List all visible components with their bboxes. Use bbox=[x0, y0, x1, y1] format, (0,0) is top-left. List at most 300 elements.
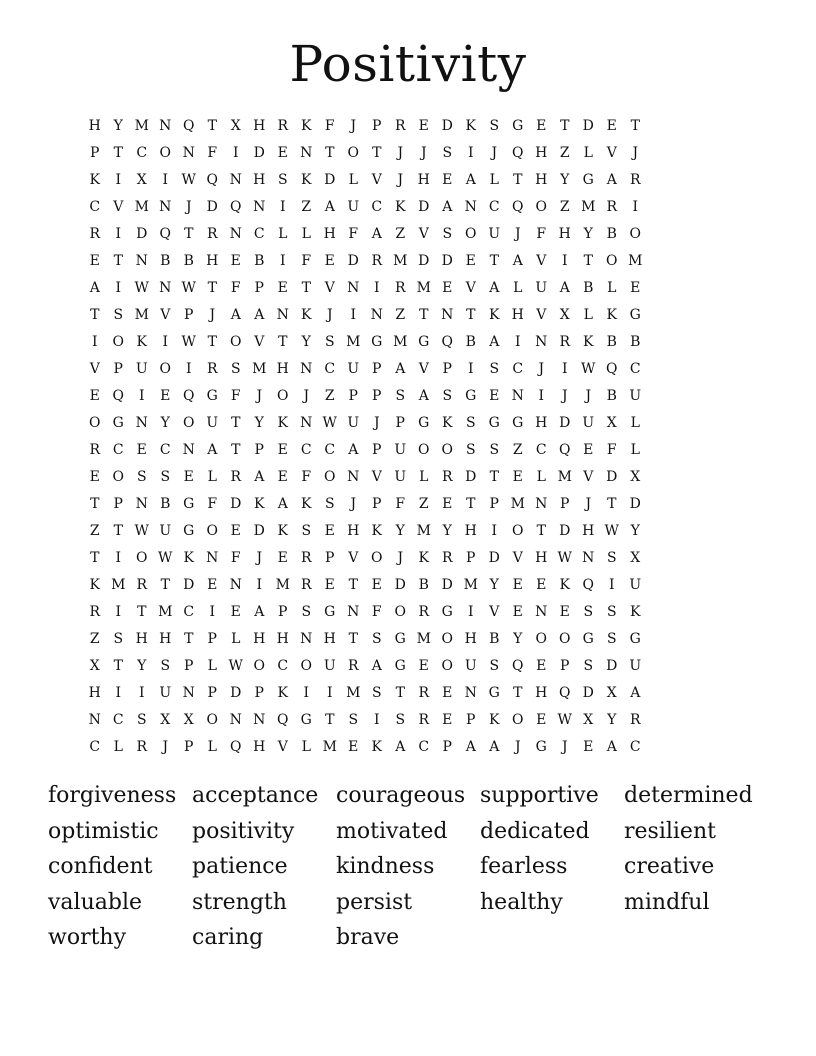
grid-letter[interactable]: H bbox=[253, 739, 266, 755]
grid-letter[interactable]: H bbox=[253, 631, 266, 647]
grid-letter[interactable]: D bbox=[606, 469, 618, 485]
grid-letter[interactable]: N bbox=[135, 415, 148, 431]
grid-letter[interactable]: Y bbox=[137, 658, 147, 674]
grid-letter[interactable]: E bbox=[442, 280, 453, 296]
grid-letter[interactable]: D bbox=[629, 496, 641, 512]
grid-letter[interactable]: B bbox=[583, 280, 594, 296]
grid-letter[interactable]: J bbox=[303, 388, 310, 404]
grid-letter[interactable]: Q bbox=[183, 388, 195, 404]
grid-letter[interactable]: X bbox=[136, 172, 147, 188]
grid-letter[interactable]: H bbox=[253, 118, 266, 134]
grid-letter[interactable]: O bbox=[206, 523, 218, 539]
grid-letter[interactable]: L bbox=[207, 469, 217, 485]
grid-letter[interactable]: P bbox=[348, 388, 358, 404]
grid-letter[interactable]: S bbox=[606, 631, 617, 647]
grid-letter[interactable]: P bbox=[184, 739, 194, 755]
grid-letter[interactable]: V bbox=[254, 334, 265, 350]
grid-letter[interactable]: I bbox=[279, 253, 286, 269]
grid-letter[interactable]: G bbox=[488, 415, 500, 431]
grid-letter[interactable]: D bbox=[253, 145, 265, 161]
grid-letter[interactable]: S bbox=[606, 604, 617, 620]
grid-letter[interactable]: M bbox=[275, 577, 290, 593]
grid-letter[interactable]: E bbox=[442, 685, 453, 701]
grid-letter[interactable]: F bbox=[230, 550, 241, 566]
grid-letter[interactable]: Q bbox=[230, 739, 242, 755]
grid-letter[interactable]: Y bbox=[254, 415, 264, 431]
grid-letter[interactable]: R bbox=[89, 226, 101, 242]
grid-letter[interactable]: L bbox=[489, 172, 499, 188]
grid-letter[interactable]: G bbox=[418, 415, 430, 431]
grid-letter[interactable]: P bbox=[395, 415, 405, 431]
grid-letter[interactable]: Q bbox=[582, 577, 594, 593]
grid-letter[interactable]: E bbox=[512, 604, 523, 620]
grid-letter[interactable]: O bbox=[512, 523, 524, 539]
grid-letter[interactable]: T bbox=[207, 118, 217, 134]
grid-letter[interactable]: X bbox=[630, 550, 641, 566]
grid-letter[interactable]: F bbox=[371, 604, 382, 620]
grid-letter[interactable]: O bbox=[535, 199, 547, 215]
grid-letter[interactable]: I bbox=[185, 361, 192, 377]
grid-letter[interactable]: I bbox=[115, 280, 122, 296]
grid-letter[interactable]: G bbox=[183, 523, 195, 539]
grid-letter[interactable]: G bbox=[582, 631, 594, 647]
grid-letter[interactable]: S bbox=[348, 712, 359, 728]
grid-letter[interactable]: P bbox=[372, 118, 382, 134]
grid-letter[interactable]: Y bbox=[583, 226, 593, 242]
grid-letter[interactable]: J bbox=[326, 307, 333, 323]
grid-letter[interactable]: A bbox=[324, 199, 335, 215]
grid-letter[interactable]: R bbox=[136, 739, 148, 755]
grid-letter[interactable]: N bbox=[441, 307, 454, 323]
grid-letter[interactable]: O bbox=[371, 550, 383, 566]
grid-letter[interactable]: O bbox=[253, 658, 265, 674]
grid-letter[interactable]: T bbox=[207, 334, 217, 350]
grid-letter[interactable]: M bbox=[628, 253, 643, 269]
grid-letter[interactable]: U bbox=[629, 658, 642, 674]
grid-letter[interactable]: T bbox=[278, 334, 288, 350]
grid-letter[interactable]: V bbox=[536, 307, 547, 323]
grid-letter[interactable]: N bbox=[88, 712, 101, 728]
grid-letter[interactable]: K bbox=[489, 307, 500, 323]
grid-letter[interactable]: O bbox=[230, 334, 242, 350]
grid-letter[interactable]: L bbox=[207, 658, 217, 674]
grid-letter[interactable]: U bbox=[394, 442, 407, 458]
grid-letter[interactable]: N bbox=[135, 253, 148, 269]
grid-letter[interactable]: F bbox=[348, 226, 359, 242]
grid-letter[interactable]: A bbox=[254, 307, 265, 323]
grid-letter[interactable]: I bbox=[115, 685, 122, 701]
grid-letter[interactable]: X bbox=[183, 712, 194, 728]
grid-letter[interactable]: J bbox=[561, 739, 568, 755]
grid-letter[interactable]: V bbox=[324, 280, 335, 296]
grid-letter[interactable]: Z bbox=[559, 145, 570, 161]
grid-letter[interactable]: N bbox=[464, 199, 477, 215]
grid-letter[interactable]: W bbox=[557, 550, 572, 566]
grid-letter[interactable]: S bbox=[395, 388, 406, 404]
grid-letter[interactable]: W bbox=[158, 550, 173, 566]
grid-letter[interactable]: M bbox=[158, 604, 173, 620]
grid-letter[interactable]: E bbox=[207, 577, 218, 593]
grid-letter[interactable]: V bbox=[89, 361, 100, 377]
grid-letter[interactable]: E bbox=[183, 469, 194, 485]
grid-letter[interactable]: H bbox=[323, 226, 336, 242]
grid-letter[interactable]: Q bbox=[183, 118, 195, 134]
grid-letter[interactable]: V bbox=[371, 469, 382, 485]
grid-letter[interactable]: U bbox=[629, 577, 642, 593]
grid-letter[interactable]: P bbox=[184, 307, 194, 323]
grid-letter[interactable]: N bbox=[253, 199, 266, 215]
grid-letter[interactable]: K bbox=[418, 550, 429, 566]
grid-letter[interactable]: A bbox=[489, 334, 500, 350]
grid-letter[interactable]: H bbox=[135, 631, 148, 647]
grid-letter[interactable]: T bbox=[231, 415, 241, 431]
grid-letter[interactable]: P bbox=[254, 685, 264, 701]
grid-letter[interactable]: D bbox=[465, 469, 477, 485]
grid-letter[interactable]: G bbox=[300, 712, 312, 728]
grid-letter[interactable]: C bbox=[629, 361, 641, 377]
grid-letter[interactable]: O bbox=[112, 469, 124, 485]
grid-letter[interactable]: K bbox=[559, 577, 570, 593]
grid-letter[interactable]: R bbox=[441, 469, 453, 485]
grid-letter[interactable]: K bbox=[442, 415, 453, 431]
grid-letter[interactable]: C bbox=[89, 199, 101, 215]
grid-letter[interactable]: S bbox=[113, 307, 124, 323]
grid-letter[interactable]: S bbox=[160, 658, 171, 674]
grid-letter[interactable]: O bbox=[89, 415, 101, 431]
grid-letter[interactable]: P bbox=[442, 739, 452, 755]
grid-letter[interactable]: E bbox=[277, 442, 288, 458]
grid-letter[interactable]: L bbox=[348, 172, 358, 188]
grid-letter[interactable]: I bbox=[467, 361, 474, 377]
grid-letter[interactable]: N bbox=[182, 442, 195, 458]
grid-letter[interactable]: S bbox=[324, 334, 335, 350]
grid-letter[interactable]: O bbox=[512, 712, 524, 728]
grid-letter[interactable]: M bbox=[510, 496, 525, 512]
grid-letter[interactable]: E bbox=[230, 253, 241, 269]
grid-letter[interactable]: V bbox=[113, 199, 124, 215]
grid-letter[interactable]: N bbox=[535, 334, 548, 350]
grid-letter[interactable]: I bbox=[373, 280, 380, 296]
grid-letter[interactable]: Q bbox=[512, 658, 524, 674]
grid-letter[interactable]: I bbox=[303, 685, 310, 701]
grid-letter[interactable]: E bbox=[489, 388, 500, 404]
grid-letter[interactable]: E bbox=[442, 712, 453, 728]
grid-letter[interactable]: T bbox=[583, 253, 593, 269]
grid-letter[interactable]: I bbox=[326, 685, 333, 701]
grid-letter[interactable]: Q bbox=[441, 334, 453, 350]
grid-letter[interactable]: N bbox=[159, 199, 172, 215]
grid-letter[interactable]: Q bbox=[512, 145, 524, 161]
grid-letter[interactable]: A bbox=[395, 739, 406, 755]
grid-letter[interactable]: L bbox=[536, 469, 546, 485]
grid-letter[interactable]: M bbox=[393, 253, 408, 269]
grid-letter[interactable]: U bbox=[464, 658, 477, 674]
grid-letter[interactable]: D bbox=[206, 199, 218, 215]
grid-letter[interactable]: R bbox=[418, 685, 430, 701]
grid-letter[interactable]: I bbox=[115, 172, 122, 188]
grid-letter[interactable]: T bbox=[372, 145, 382, 161]
grid-letter[interactable]: N bbox=[229, 226, 242, 242]
grid-letter[interactable]: T bbox=[607, 496, 617, 512]
grid-letter[interactable]: F bbox=[230, 388, 241, 404]
grid-letter[interactable]: R bbox=[300, 577, 312, 593]
grid-letter[interactable]: S bbox=[395, 712, 406, 728]
grid-letter[interactable]: B bbox=[160, 496, 171, 512]
grid-letter[interactable]: O bbox=[112, 334, 124, 350]
grid-letter[interactable]: I bbox=[467, 145, 474, 161]
grid-letter[interactable]: H bbox=[88, 118, 101, 134]
grid-letter[interactable]: K bbox=[301, 172, 312, 188]
grid-letter[interactable]: U bbox=[135, 361, 148, 377]
grid-letter[interactable]: U bbox=[159, 685, 172, 701]
grid-letter[interactable]: S bbox=[371, 631, 382, 647]
grid-letter[interactable]: Y bbox=[607, 712, 617, 728]
grid-letter[interactable]: E bbox=[348, 739, 359, 755]
grid-letter[interactable]: T bbox=[113, 658, 123, 674]
grid-letter[interactable]: L bbox=[113, 739, 123, 755]
grid-letter[interactable]: R bbox=[206, 361, 218, 377]
grid-letter[interactable]: D bbox=[183, 577, 195, 593]
grid-letter[interactable]: N bbox=[535, 604, 548, 620]
grid-letter[interactable]: S bbox=[465, 442, 476, 458]
grid-letter[interactable]: C bbox=[418, 739, 430, 755]
grid-letter[interactable]: J bbox=[561, 388, 568, 404]
grid-letter[interactable]: O bbox=[418, 442, 430, 458]
grid-letter[interactable]: N bbox=[135, 496, 148, 512]
grid-letter[interactable]: C bbox=[112, 712, 124, 728]
grid-letter[interactable]: T bbox=[160, 577, 170, 593]
grid-letter[interactable]: K bbox=[254, 496, 265, 512]
grid-letter[interactable]: V bbox=[160, 307, 171, 323]
grid-letter[interactable]: I bbox=[138, 388, 145, 404]
grid-letter[interactable]: Y bbox=[301, 334, 311, 350]
grid-letter[interactable]: P bbox=[466, 712, 476, 728]
grid-letter[interactable]: A bbox=[489, 739, 500, 755]
grid-letter[interactable]: I bbox=[467, 604, 474, 620]
grid-letter[interactable]: N bbox=[535, 496, 548, 512]
grid-letter[interactable]: R bbox=[230, 469, 242, 485]
grid-letter[interactable]: X bbox=[630, 469, 641, 485]
grid-letter[interactable]: I bbox=[209, 604, 216, 620]
grid-letter[interactable]: S bbox=[442, 145, 453, 161]
grid-letter[interactable]: S bbox=[583, 658, 594, 674]
grid-letter[interactable]: R bbox=[206, 226, 218, 242]
grid-letter[interactable]: K bbox=[277, 685, 288, 701]
grid-letter[interactable]: N bbox=[229, 712, 242, 728]
grid-letter[interactable]: I bbox=[632, 199, 639, 215]
grid-letter[interactable]: T bbox=[466, 496, 476, 512]
grid-letter[interactable]: H bbox=[347, 523, 360, 539]
grid-letter[interactable]: J bbox=[256, 550, 263, 566]
grid-letter[interactable]: O bbox=[300, 658, 312, 674]
grid-letter[interactable]: H bbox=[464, 631, 477, 647]
grid-letter[interactable]: G bbox=[183, 496, 195, 512]
grid-letter[interactable]: G bbox=[371, 334, 383, 350]
grid-letter[interactable]: R bbox=[559, 334, 571, 350]
grid-letter[interactable]: Y bbox=[489, 577, 499, 593]
grid-letter[interactable]: W bbox=[134, 280, 149, 296]
grid-letter[interactable]: E bbox=[89, 388, 100, 404]
grid-letter[interactable]: M bbox=[346, 334, 361, 350]
grid-letter[interactable]: X bbox=[606, 685, 617, 701]
grid-letter[interactable]: E bbox=[324, 523, 335, 539]
grid-letter[interactable]: C bbox=[277, 658, 289, 674]
grid-letter[interactable]: N bbox=[300, 145, 313, 161]
grid-letter[interactable]: N bbox=[300, 631, 313, 647]
grid-letter[interactable]: P bbox=[560, 658, 570, 674]
grid-letter[interactable]: Z bbox=[418, 496, 429, 512]
grid-letter[interactable]: J bbox=[514, 226, 521, 242]
grid-letter[interactable]: D bbox=[394, 577, 406, 593]
grid-letter[interactable]: J bbox=[373, 415, 380, 431]
grid-letter[interactable]: W bbox=[181, 334, 196, 350]
grid-letter[interactable]: L bbox=[278, 226, 288, 242]
grid-letter[interactable]: L bbox=[583, 145, 593, 161]
grid-letter[interactable]: V bbox=[512, 550, 523, 566]
grid-letter[interactable]: W bbox=[134, 523, 149, 539]
grid-letter[interactable]: Y bbox=[560, 172, 570, 188]
grid-letter[interactable]: I bbox=[561, 253, 568, 269]
grid-letter[interactable]: B bbox=[254, 253, 265, 269]
grid-letter[interactable]: J bbox=[397, 145, 404, 161]
grid-letter[interactable]: T bbox=[466, 307, 476, 323]
grid-letter[interactable]: T bbox=[536, 523, 546, 539]
grid-letter[interactable]: K bbox=[371, 523, 382, 539]
grid-letter[interactable]: S bbox=[301, 523, 312, 539]
grid-letter[interactable]: N bbox=[276, 307, 289, 323]
grid-letter[interactable]: N bbox=[159, 280, 172, 296]
grid-letter[interactable]: J bbox=[585, 496, 592, 512]
grid-letter[interactable]: U bbox=[159, 523, 172, 539]
grid-letter[interactable]: E bbox=[371, 577, 382, 593]
grid-letter[interactable]: E bbox=[324, 577, 335, 593]
grid-letter[interactable]: Q bbox=[159, 226, 171, 242]
grid-letter[interactable]: K bbox=[89, 172, 100, 188]
grid-letter[interactable]: S bbox=[583, 604, 594, 620]
grid-letter[interactable]: T bbox=[489, 253, 499, 269]
grid-letter[interactable]: M bbox=[134, 307, 149, 323]
grid-letter[interactable]: M bbox=[134, 118, 149, 134]
grid-letter[interactable]: O bbox=[159, 361, 171, 377]
grid-letter[interactable]: M bbox=[581, 199, 596, 215]
grid-letter[interactable]: P bbox=[254, 442, 264, 458]
grid-letter[interactable]: E bbox=[230, 523, 241, 539]
grid-letter[interactable]: C bbox=[253, 226, 265, 242]
grid-letter[interactable]: C bbox=[324, 361, 336, 377]
grid-letter[interactable]: O bbox=[206, 712, 218, 728]
grid-letter[interactable]: D bbox=[606, 658, 618, 674]
grid-letter[interactable]: C bbox=[629, 739, 641, 755]
grid-letter[interactable]: N bbox=[182, 145, 195, 161]
grid-letter[interactable]: V bbox=[536, 253, 547, 269]
grid-letter[interactable]: B bbox=[630, 334, 641, 350]
grid-letter[interactable]: T bbox=[301, 280, 311, 296]
grid-letter[interactable]: G bbox=[418, 334, 430, 350]
grid-letter[interactable]: F bbox=[207, 496, 218, 512]
grid-letter[interactable]: X bbox=[559, 307, 570, 323]
grid-letter[interactable]: G bbox=[512, 118, 524, 134]
grid-letter[interactable]: P bbox=[113, 496, 123, 512]
grid-letter[interactable]: B bbox=[183, 253, 194, 269]
grid-letter[interactable]: E bbox=[536, 712, 547, 728]
grid-letter[interactable]: C bbox=[512, 361, 524, 377]
grid-letter[interactable]: M bbox=[346, 685, 361, 701]
grid-letter[interactable]: T bbox=[325, 712, 335, 728]
grid-letter[interactable]: B bbox=[606, 388, 617, 404]
grid-letter[interactable]: H bbox=[511, 307, 524, 323]
grid-letter[interactable]: P bbox=[278, 604, 288, 620]
grid-letter[interactable]: P bbox=[372, 442, 382, 458]
grid-letter[interactable]: I bbox=[538, 388, 545, 404]
grid-letter[interactable]: P bbox=[372, 388, 382, 404]
grid-letter[interactable]: W bbox=[581, 361, 596, 377]
grid-letter[interactable]: P bbox=[325, 550, 335, 566]
grid-letter[interactable]: G bbox=[441, 604, 453, 620]
grid-letter[interactable]: J bbox=[491, 145, 498, 161]
grid-letter[interactable]: I bbox=[561, 361, 568, 377]
grid-letter[interactable]: F bbox=[395, 496, 406, 512]
grid-letter[interactable]: T bbox=[184, 631, 194, 647]
grid-letter[interactable]: A bbox=[395, 361, 406, 377]
grid-letter[interactable]: O bbox=[441, 658, 453, 674]
grid-letter[interactable]: D bbox=[488, 550, 500, 566]
grid-letter[interactable]: G bbox=[582, 172, 594, 188]
grid-letter[interactable]: V bbox=[418, 226, 429, 242]
grid-letter[interactable]: W bbox=[557, 712, 572, 728]
grid-letter[interactable]: J bbox=[514, 739, 521, 755]
grid-letter[interactable]: H bbox=[535, 550, 548, 566]
grid-letter[interactable]: V bbox=[489, 604, 500, 620]
grid-letter[interactable]: O bbox=[159, 145, 171, 161]
grid-letter[interactable]: R bbox=[136, 577, 148, 593]
grid-letter[interactable]: O bbox=[559, 631, 571, 647]
grid-letter[interactable]: M bbox=[111, 577, 126, 593]
grid-letter[interactable]: J bbox=[256, 388, 263, 404]
grid-letter[interactable]: R bbox=[300, 550, 312, 566]
grid-letter[interactable]: O bbox=[183, 415, 195, 431]
grid-letter[interactable]: T bbox=[137, 604, 147, 620]
grid-letter[interactable]: L bbox=[583, 307, 593, 323]
grid-letter[interactable]: P bbox=[372, 496, 382, 512]
grid-letter[interactable]: I bbox=[350, 307, 357, 323]
grid-letter[interactable]: E bbox=[536, 658, 547, 674]
grid-letter[interactable]: O bbox=[277, 388, 289, 404]
grid-letter[interactable]: P bbox=[254, 280, 264, 296]
grid-letter[interactable]: A bbox=[230, 307, 241, 323]
grid-letter[interactable]: N bbox=[347, 604, 360, 620]
grid-letter[interactable]: Q bbox=[512, 199, 524, 215]
grid-letter[interactable]: G bbox=[512, 415, 524, 431]
grid-letter[interactable]: Q bbox=[112, 388, 124, 404]
grid-letter[interactable]: O bbox=[136, 550, 148, 566]
grid-letter[interactable]: Y bbox=[113, 118, 123, 134]
grid-letter[interactable]: D bbox=[441, 118, 453, 134]
grid-letter[interactable]: L bbox=[301, 739, 311, 755]
grid-letter[interactable]: N bbox=[206, 550, 219, 566]
grid-letter[interactable]: L bbox=[607, 280, 617, 296]
grid-letter[interactable]: A bbox=[512, 253, 523, 269]
grid-letter[interactable]: U bbox=[347, 199, 360, 215]
grid-letter[interactable]: E bbox=[512, 469, 523, 485]
grid-letter[interactable]: A bbox=[606, 172, 617, 188]
grid-letter[interactable]: D bbox=[559, 523, 571, 539]
grid-letter[interactable]: A bbox=[465, 172, 476, 188]
grid-letter[interactable]: P bbox=[113, 361, 123, 377]
grid-letter[interactable]: B bbox=[606, 226, 617, 242]
grid-letter[interactable]: U bbox=[535, 280, 548, 296]
grid-letter[interactable]: Z bbox=[89, 523, 100, 539]
grid-letter[interactable]: E bbox=[536, 118, 547, 134]
